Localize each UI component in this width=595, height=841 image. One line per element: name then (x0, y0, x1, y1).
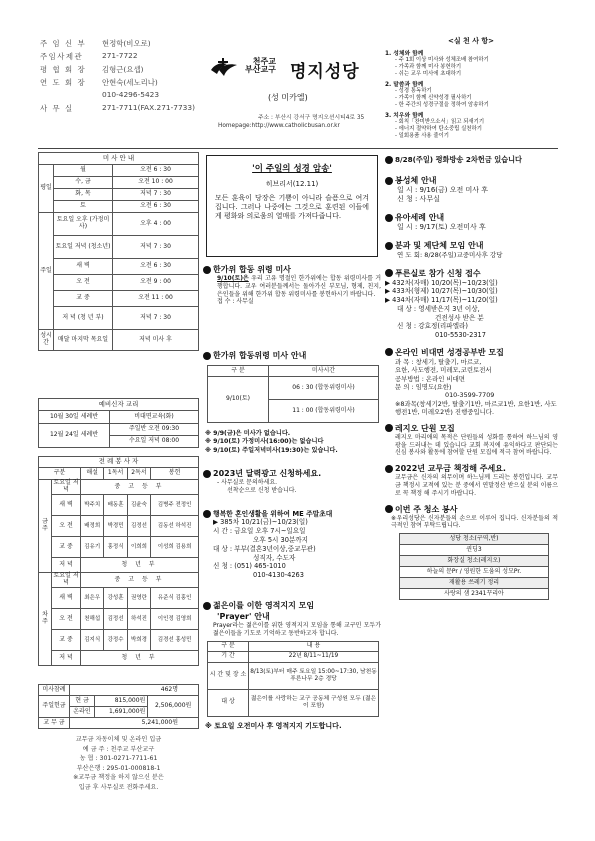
mass-time: 오후 4 : 00 (113, 213, 199, 236)
cleaning-cell: 퀸딩3 (400, 545, 549, 556)
servers-name: 김경선 홍성민 (151, 630, 199, 651)
hanga-date: 9/10(토)은 (217, 275, 249, 282)
blue-line: 신 청 : 강효정(리파엘라) (397, 322, 468, 331)
servers-name: 이성희 김용희 (151, 537, 199, 558)
mass-row (39, 177, 199, 189)
bullet-icon (385, 269, 393, 277)
account-info (38, 735, 199, 793)
catechism-title: 예비신자 교리 (39, 399, 199, 411)
info-value: 현정학(비오로) (102, 39, 151, 48)
cleaning-table (399, 533, 549, 600)
bullet-icon (385, 214, 393, 222)
prayer-value: 22년 8/11~11/19 (249, 651, 379, 662)
practice-line: - 가족이 함께 신약성경 필사하기 (395, 95, 472, 102)
servers-row (39, 516, 199, 537)
servers-row (39, 495, 199, 516)
mass-day: 수, 금 (54, 177, 113, 189)
cleaning-row (400, 545, 549, 556)
servers-group: 청 년 부 (81, 558, 199, 573)
servers-row (39, 588, 199, 609)
account-line: 부산은행 : 295-01-000818-1 (76, 764, 161, 772)
servers-slot: 새 벽 (52, 588, 81, 609)
account-line: 교무금 자동이체 및 온라인 입금 (75, 736, 162, 743)
mass-time: 오전 6 : 30 (113, 259, 199, 275)
servers-row (39, 558, 199, 573)
catechism-date-2: 12월 24일 세례반 (39, 424, 110, 448)
servers-name: 이인정 김영희 (151, 609, 199, 630)
mass-day: 오 전 (54, 275, 113, 291)
info-value: 271-7722 (102, 51, 138, 60)
servers-name: 하석진 (127, 609, 150, 630)
communion-title: 봉성체 안내 (395, 176, 437, 185)
sunday-label: 주일 (39, 213, 54, 330)
attendance-label: 미사참례 (39, 685, 70, 696)
info-row (40, 103, 210, 116)
prayer-row (208, 689, 379, 716)
info-label (40, 90, 102, 103)
legio-title: 레지오 단원 모집 (395, 423, 455, 433)
blue-line: ▶ 434차(자매) 11/17(목)~11/20(일) (385, 296, 498, 305)
servers-name: 박희경 (127, 630, 150, 651)
servers-row (39, 537, 199, 558)
servers-group: 중 고 등 부 (81, 573, 199, 588)
account-line: 농 협 : 301-0271-7711-61 (79, 755, 158, 763)
mass-schedule-table (38, 152, 199, 351)
attendance-value: 462명 (70, 685, 199, 696)
legio-text: 레지오 마리애의 목적은 단원들의 성화를 통하여 하느님의 영광을 드러내는 데 있습니다 교회 복지에 유익하다고 판단되는 신심 봉사와 활동에 참여할 단원 모집에 적극 참여 바랍니다. (395, 433, 558, 457)
mass-day: 토요일 오후 (가정미사) (54, 213, 113, 236)
mass-time: 저녁 7 : 30 (113, 236, 199, 259)
mass-row (39, 275, 199, 291)
blue-line: 건전성사 받은 분 (435, 313, 484, 322)
servers-name: 최은우 (81, 588, 104, 609)
account-line: ※교무금 책정을 하지 않으신 분은 (73, 774, 164, 782)
servers-th: 2독서 (127, 468, 150, 480)
calendar-section (203, 468, 381, 495)
account-line: 예 금 주 : 천주교 부산교구 (82, 745, 155, 753)
info-row (40, 38, 210, 51)
servers-row (39, 480, 199, 495)
mass-day: 화, 목 (54, 189, 113, 201)
blue-line: ▶ 433차(형제) 10/27(목)~10/30(일) (385, 287, 498, 296)
servers-table (38, 456, 199, 666)
servers-name: 유준식 김홍인 (151, 588, 199, 609)
blue-line: ▶ 432차(자매) 10/20(목)~10/23(일) (385, 278, 498, 287)
servers-name: 박경민 (104, 516, 127, 537)
parish-logo (207, 56, 239, 84)
info-value: 안현숙(세노리나) (102, 78, 158, 87)
cleaning-title: 이번 주 청소 봉사 (395, 504, 458, 514)
online-line: 과 목 : 창세기, 탈출기, 마르코, (395, 357, 482, 366)
catechism-date-1: 10월 30일 세례반 (39, 411, 110, 424)
prayer-th-1: 구 분 (208, 641, 249, 651)
account-line: 입금 후 사무실로 전화주세요. (78, 784, 159, 792)
scripture-text: 모든 훈육이 당장은 기쁨이 아니라 슬픔으로 여겨집니다. 그러나 나중에는 그것으로 훈련된 이들에게 평화와 의로움의 열매를 가져다줍니다. (215, 194, 369, 221)
mass-row (39, 236, 199, 259)
online-value: 1,691,000원 (95, 707, 148, 718)
servers-name: 김유기 (81, 537, 104, 558)
notice-line: ※ 9/9(금)은 미사가 없습니다. (205, 430, 291, 437)
servers-row (39, 573, 199, 588)
prayer-section (203, 600, 381, 731)
mass-row (39, 307, 199, 330)
cleaning-row (400, 534, 549, 545)
calendar-line-1: - 사무실로 문의하세요. (217, 479, 278, 486)
finance-table (38, 684, 199, 729)
blue-line: 대 상 : 영세받은지 3년 이상, (397, 304, 480, 313)
parish-name: 명지성당 (290, 62, 360, 82)
info-label: 연 도 회 장 (40, 78, 87, 87)
mass-title: 미 사 안 내 (39, 153, 199, 165)
info-label: 사 무 실 (40, 104, 74, 113)
catechism-table (38, 398, 199, 448)
servers-slot: 오 전 (52, 609, 81, 630)
prayer-key: 기 간 (208, 651, 249, 662)
info-value: 271-7711(FAX.271-7733) (102, 103, 195, 112)
info-label: 평 협 회 장 (40, 65, 87, 74)
servers-week-label: 금 주 (39, 480, 52, 573)
me-line: ▶ 385차 10/21(금)~10/23(일) (213, 518, 308, 526)
calendar-line-2: 선착순으로 신청 받습니다. (227, 486, 297, 494)
scripture-box (206, 155, 378, 257)
info-value: 010-4296-5423 (102, 90, 160, 99)
cleaning-row (400, 578, 549, 589)
servers-name: 강성훈 (104, 588, 127, 609)
mass-day: 월 (54, 165, 113, 177)
servers-group: 청 년 부 (81, 651, 199, 666)
prayer-value: 8/13(토)부터 매주 토요일 15:00~17:30, 남천동 푸른나무 2층 경당 (249, 662, 379, 689)
communion-line-2: 신 청 : 사무실 (397, 195, 440, 204)
prayer-key: 시 간 및 장 소 (208, 662, 249, 689)
prayer-table (207, 641, 379, 717)
me-line: 신 청 : (051) 465-1010 (213, 562, 286, 571)
hanga-section (203, 264, 381, 306)
online-line: 요한, 사도행전, 미레모,코린토전서 (395, 366, 492, 375)
mass-time: 오전 10 : 00 (113, 177, 199, 189)
practice-line: - 쉬는 교우 미사에 초대하기 (395, 71, 462, 78)
church-fee-label: 교 무 금 (39, 718, 70, 729)
info-row (40, 90, 210, 103)
cleaning-row (400, 567, 549, 578)
info-label: 주임사제관 (40, 52, 84, 61)
bullet-icon (203, 510, 211, 518)
cleaning-cell: 성당 청소(구역,반) (400, 534, 549, 545)
practice-title: <실 천 사 항> (447, 37, 495, 45)
homepage[interactable]: Homepage:http://www.catholicbusan.or.kr (218, 123, 340, 129)
prayer-value: 젊은이를 사랑하는 교구 공동체 구성원 모두 (젊은이 포함) (249, 689, 379, 716)
bullet-icon (203, 470, 211, 478)
hanga-text: 우리 고유 명절인 한가위에는 합동 위령미사를 거행합니다. 교우 여러분들께서는 돌아가신 부모님, 형제, 친지, 은인들을 위해 한가위 합동 위령미사를 봉헌하시기 바랍니다. (217, 275, 381, 298)
servers-slot: 교 중 (52, 630, 81, 651)
servers-name: 천해섭 (81, 609, 104, 630)
bullet-icon (385, 348, 393, 356)
practice-box (385, 36, 557, 140)
prayer-subtitle: 'Prayer' 안내 (217, 612, 270, 621)
cash-value: 815,000원 (95, 696, 148, 707)
online-line: 010-3599-7709 (445, 391, 495, 400)
mass-day: 토요일 저녁 (청소년) (54, 236, 113, 259)
info-row (40, 51, 210, 64)
header-divider (38, 148, 558, 149)
cleaning-cell: 하늘의 문Pr / 영원한 도움의 성모Pr. (400, 567, 549, 578)
prayer-row (208, 651, 379, 662)
offering-total: 2,506,000원 (148, 696, 199, 718)
practice-line: - 주 1회 이상 미사와 성체조배 참여하기 (395, 57, 489, 63)
practice-line: - 한 주간의 성경구절을 정하여 암송하기 (395, 102, 489, 109)
cleaning-row (400, 589, 549, 600)
prayer-row (208, 662, 379, 689)
servers-week-label: 차 주 (39, 573, 52, 666)
diocese-line-2: 부산교구 (245, 65, 276, 75)
mass-day: 교 중 (54, 291, 113, 307)
me-section (203, 508, 381, 580)
me-line: 대 상 : 부부(결혼3년이상,중교무관) (213, 544, 316, 553)
mass-row (39, 291, 199, 307)
bullet-icon (385, 242, 393, 250)
info-row (40, 77, 210, 90)
mass-time: 오전 6 : 30 (113, 201, 199, 213)
practice-line: - 회칙「찬미받으소서」읽고 되새기기 (395, 119, 485, 126)
servers-slot: 토요일 저 녁 (53, 479, 79, 493)
calendar-title: 2023년 달력광고 신청하세요. (213, 469, 322, 478)
info-label: 주 임 신 부 (40, 39, 87, 48)
cleaning-text: ※우리성당은 신자분들의 손으로 이루어 집니다. 신자분들의 적극적인 참여 부탁드립니다. (391, 514, 558, 530)
catechism-detail-1: 비대면교육(화) (110, 411, 199, 424)
bullet-icon (385, 505, 393, 513)
servers-name: 배정희 (81, 516, 104, 537)
practice-heading: 1. 성체와 함께 (385, 51, 424, 57)
church-fee-value: 5,241,000원 (70, 718, 199, 729)
cash-label: 현 금 (70, 696, 95, 707)
parish-info (40, 38, 210, 116)
blue-silo-title: 푸른실로 참가 신청 접수 (395, 268, 481, 278)
online-study-title: 온라인 비대면 성경공부반 모집 (395, 347, 504, 357)
mass-time: 오전 9 : 00 (113, 275, 199, 291)
practice-line: - 에너지 절약하여 탄소중립 실천하기 (395, 126, 482, 133)
notice-line: ※ 9/10(토) 가정미사(16:00)는 없습니다 (205, 438, 324, 446)
right-column (385, 155, 558, 600)
servers-th: 1독서 (104, 468, 127, 480)
weekday-label: 평일 (39, 165, 54, 213)
mid-notices (205, 430, 383, 455)
servers-name: 권영란 (127, 588, 150, 609)
servers-name: 홍정식 (104, 537, 127, 558)
offering-label: 주일헌금 (39, 696, 70, 718)
servers-slot: 새 벽 (52, 495, 81, 516)
dove-cross-icon (207, 56, 239, 80)
me-line: 010-4130-4263 (253, 571, 304, 580)
hanga-table-section (203, 350, 381, 423)
cleaning-cell: 재활용 쓰레기 정리 (400, 578, 549, 589)
servers-name: 김정선 (127, 516, 150, 537)
hanga-th-2: 미사시간 (269, 366, 379, 377)
mass-day: 저 녁 (청 년 부) (54, 307, 113, 330)
me-line: 성직자, 수도자 (253, 553, 296, 562)
servers-name: 강정수 (104, 630, 127, 651)
tithe-text: 교무금은 신자의 의무이며 하느님께 드리는 봉헌입니다. 교무금 책정시 교적에 있는 분 중에서 연말정산 받으실 분의 이름으로 꼭 책정 해 주시기 바랍니다. (395, 474, 558, 497)
mass-time: 저녁 7 : 30 (113, 189, 199, 201)
prayer-title: 젊은이를 이한 영적지지 모임 (213, 601, 315, 610)
practice-heading: 3. 치우와 함께 (385, 113, 424, 120)
servers-name: 이희희 (127, 537, 150, 558)
servers-name: 배동훈 (104, 495, 127, 516)
mass-row (39, 165, 199, 177)
servers-name: 김정선 (104, 609, 127, 630)
servers-group: 중 고 등 부 (81, 480, 199, 495)
servers-row (39, 630, 199, 651)
servers-slot: 오 전 (52, 516, 81, 537)
practice-heading: 2. 말씀과 함께 (385, 82, 424, 89)
servers-name: 김동선 하석진 (151, 516, 199, 537)
prayer-text: Prayer라는 젊은이를 위한 영적지지 모임을 통해 교구민 모두가 젊은이들을 기도로 기억하고 동반하고자 합니다. (213, 622, 381, 637)
hanga-table-title: 한가위 합동위령 미사 안내 (213, 351, 307, 360)
broadcast-notice: 8/28(주일) 평화방송 2차헌금 있습니다 (395, 155, 522, 164)
mass-time: 저녁 7 : 30 (113, 307, 199, 330)
mass-day: 토 (54, 201, 113, 213)
servers-slot: 교 중 (52, 537, 81, 558)
holy-hour-day: 매달 마지막 목요일 (54, 330, 113, 351)
scripture-ref: 히브리서(12.11) (265, 180, 319, 188)
hanga-slot-2: 11 : 00 (합동위령미사) (269, 400, 379, 423)
notice-line: ※ 9/10(토) 주일저녁미사(19:30)는 있습니다. (205, 446, 338, 454)
online-line: 문 의 : 임명도(요한) (395, 383, 452, 391)
catechism-detail-2: 주일반 오전 09:30 (110, 424, 199, 436)
mass-row (39, 189, 199, 201)
info-value: 김형근(요셉) (102, 65, 144, 74)
prayer-th-2: 내 용 (249, 641, 379, 651)
mass-time: 오전 11 : 00 (113, 291, 199, 307)
hanga-title: 한가위 합동 위령 미사 (213, 265, 291, 274)
servers-title: 전 례 봉 사 자 (39, 457, 199, 468)
hanga-date-cell: 9/10(토) (208, 377, 269, 423)
bullet-icon (203, 266, 211, 274)
servers-th: 구분 (39, 468, 81, 480)
bullet-icon (203, 602, 211, 610)
hanga-slot-1: 06 : 30 (합동위령미사) (269, 377, 379, 400)
servers-name: 김윤숙 (127, 495, 150, 516)
diocese-line-1: 천주교 (252, 57, 276, 66)
blue-line: 010-5530-2317 (435, 330, 486, 339)
servers-name: 박주치 (81, 495, 104, 516)
servers-slot: 저 녁 (52, 651, 81, 666)
online-line: 공부방법 : 온라인 비대면 (395, 374, 465, 383)
mass-row (39, 201, 199, 213)
info-row (40, 64, 210, 77)
hanga-mass-table (207, 365, 379, 423)
servers-name: 김지식 (81, 630, 104, 651)
address: 주소 : 부산시 강서구 명지오션시티4로 35 (258, 115, 365, 121)
servers-header (39, 468, 199, 480)
cleaning-row (400, 556, 549, 567)
bullet-icon (385, 465, 393, 473)
district-line: 연 도 회: 8/28(주일)교중미사후 강당 (397, 251, 503, 260)
tithe-title: 2022년 교무금 책정해 주세요. (395, 464, 506, 474)
mass-day: 새 벽 (54, 259, 113, 275)
infant-baptism-line: 일 시 : 9/17(토) 오전미사 후 (397, 223, 486, 232)
me-line: 시 간 : 금요일 오후 7시~일요일 (213, 526, 306, 535)
practice-line: - 가족과 함께 미사 봉헌하기 (395, 64, 462, 71)
servers-slot: 저 녁 (52, 558, 81, 573)
diocese-label (245, 58, 276, 75)
district-title: 분과 및 제단체 모임 안내 (395, 241, 484, 251)
infant-baptism-title: 유아세례 안내 (395, 213, 445, 223)
mass-row (39, 330, 199, 351)
me-title: 행복한 혼인생활을 위하여 ME 주말초대 (213, 510, 333, 518)
scripture-title: '이 주일의 성경 암송' (252, 164, 332, 174)
prayer-footer: ※ 토요일 오전미사 후 영적지지 기도합니다. (205, 721, 342, 730)
mass-row (39, 259, 199, 275)
servers-th: 봉헌 (151, 468, 199, 480)
bullet-icon (385, 424, 393, 432)
servers-row (39, 651, 199, 666)
communion-line-1: 일 시 : 9/16(금) 오전 미사 후 (397, 186, 488, 194)
catechism-detail-3: 수요일 저녁 08:00 (110, 436, 199, 448)
servers-slot: 토요일 저 녁 (53, 572, 79, 586)
online-line: ※8과목(창세기2반, 탈출기1반, 마르코1반, 요한1반, 사도행전1반, 미레오2반) 진행중입니다. (395, 399, 557, 417)
servers-name: 김병주 전정인 (151, 495, 199, 516)
cleaning-cell: 사랑의 샘 2341꾸리아 (400, 589, 549, 600)
bullet-icon (385, 177, 393, 185)
mass-time: 오전 6 : 30 (113, 165, 199, 177)
practice-line: - 일회용품 사용 줄이기 (395, 133, 449, 140)
bullet-icon (203, 352, 211, 360)
patron-saint: (성 미카엘) (268, 93, 308, 102)
holy-hour-time: 저녁 미사 후 (113, 330, 199, 351)
bullet-icon (385, 156, 393, 164)
practice-line: - 성경 통독하기 (395, 88, 432, 95)
hanga-th-1: 구 분 (208, 366, 269, 377)
online-label: 온라인 (70, 707, 95, 718)
holy-hour-label: 성시간 (39, 330, 54, 351)
hanga-receipt: 접 수 : 사무실 (217, 298, 254, 306)
me-line: 오후 5시 30분까지 (253, 535, 308, 544)
prayer-key: 대 상 (208, 689, 249, 716)
mass-row (39, 213, 199, 236)
servers-row (39, 609, 199, 630)
cleaning-cell: 화장실 청소(레지오) (400, 556, 549, 567)
servers-th: 해설 (81, 468, 104, 480)
